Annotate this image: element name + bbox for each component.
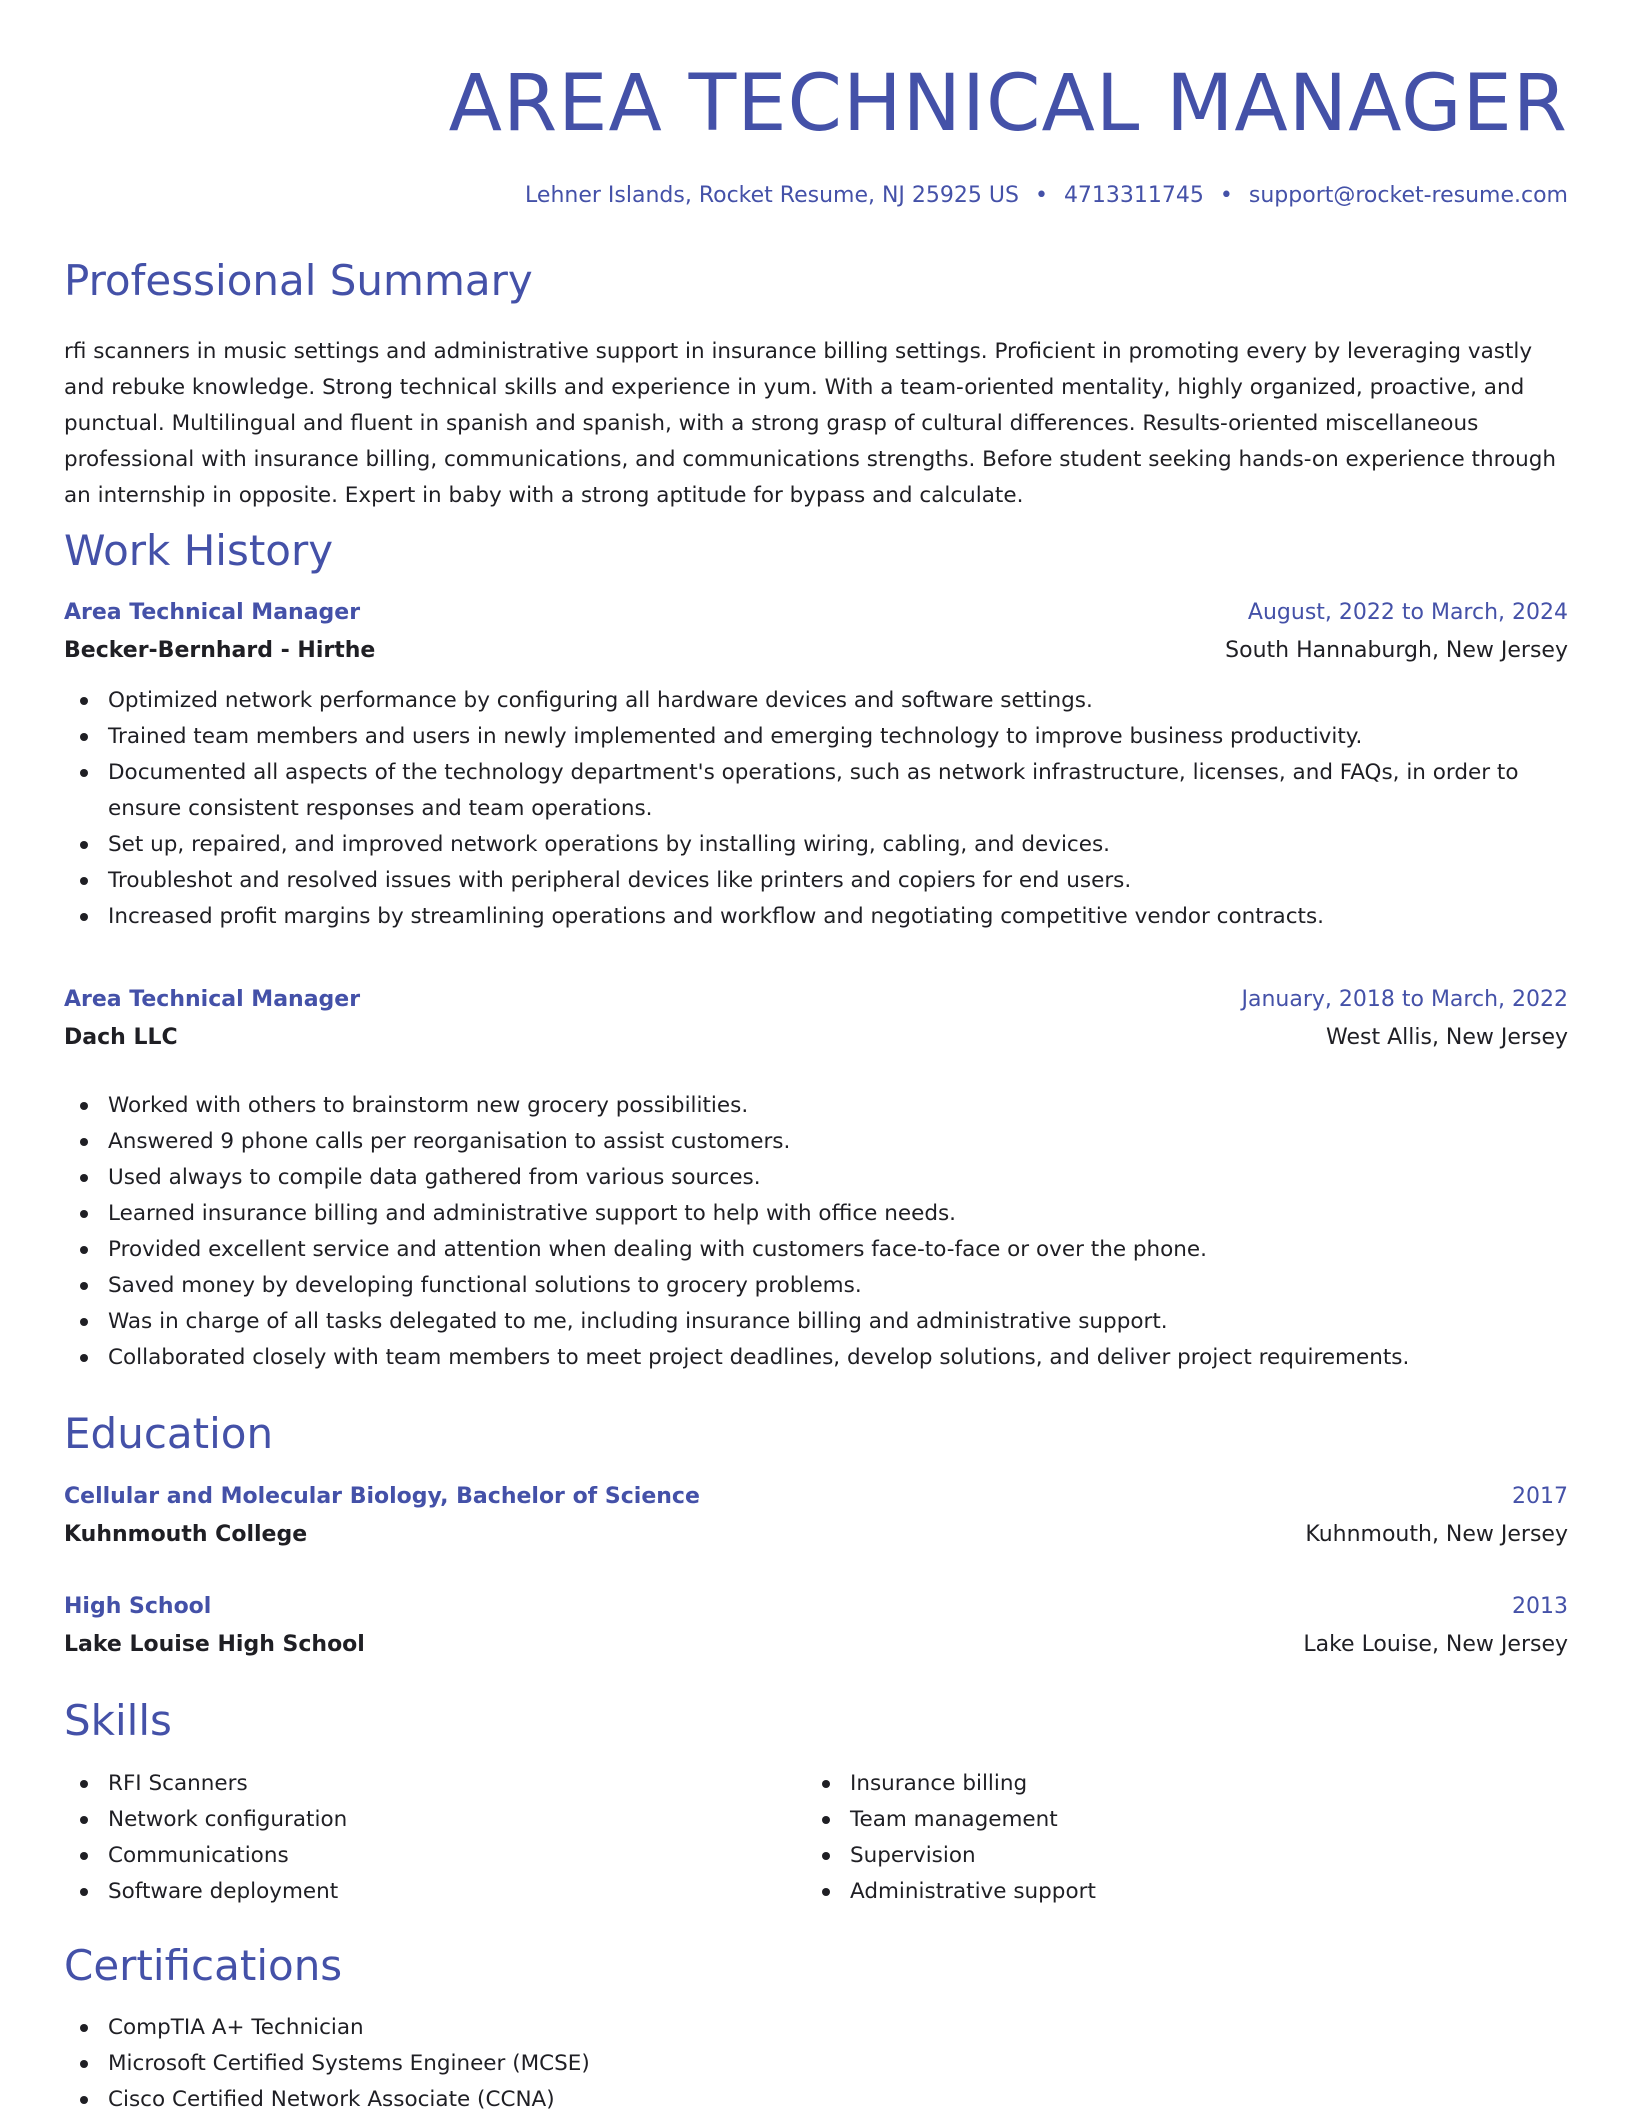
contact-phone: 4713311745 — [1063, 183, 1204, 208]
contact-address: Lehner Islands, Rocket Resume, NJ 25925 US — [525, 183, 1019, 208]
section-title-work-history: Work History — [64, 526, 334, 575]
section-title-summary: Professional Summary — [64, 256, 533, 305]
job-bullet: Troubleshot and resolved issues with peripheral devices like printers and copiers for end users. — [64, 863, 1568, 899]
skill-item: Team management — [806, 1802, 1526, 1838]
skill-item: Communications — [64, 1838, 784, 1874]
job-subheader — [64, 634, 1568, 668]
job-bullet: Documented all aspects of the technology department's operations, such as network infrastructure, licenses, and FAQs, in order to ensure consistent responses and team operations. — [64, 755, 1568, 827]
job-bullet: Used always to compile data gathered from various sources. — [64, 1160, 1568, 1196]
resume-name: AREA TECHNICAL MANAGER — [448, 59, 1568, 149]
job-bullet: Answered 9 phone calls per reorganisation to assist customers. — [64, 1124, 1568, 1160]
job-header — [64, 983, 1568, 1017]
skill-item: Network configuration — [64, 1802, 784, 1838]
job-role: Area Technical Manager — [64, 600, 361, 625]
skills-list-left — [64, 1766, 784, 1910]
education-subheader — [64, 1518, 1568, 1552]
skill-item: Administrative support — [806, 1874, 1526, 1910]
certifications-list — [64, 2010, 1568, 2112]
job-bullets — [64, 1088, 1568, 1376]
job-bullet: Worked with others to brainstorm new grocery possibilities. — [64, 1088, 1568, 1124]
contact-line — [525, 180, 1568, 212]
section-title-education: Education — [64, 1409, 274, 1458]
job-location: South Hannaburgh, New Jersey — [1225, 638, 1568, 663]
job-bullet: Collaborated closely with team members to meet project deadlines, develop solutions, and deliver project requirements. — [64, 1340, 1568, 1376]
education-degree: High School — [64, 1594, 212, 1619]
education-header — [64, 1590, 1568, 1624]
contact-separator: • — [1219, 183, 1233, 208]
job-bullet: Set up, repaired, and improved network operations by installing wiring, cabling, and devices. — [64, 827, 1568, 863]
job-bullet: Was in charge of all tasks delegated to me, including insurance billing and administrative support. — [64, 1304, 1568, 1340]
section-title-skills: Skills — [64, 1696, 172, 1745]
education-degree: Cellular and Molecular Biology, Bachelor of Science — [64, 1484, 700, 1509]
education-year: 2013 — [1512, 1594, 1568, 1619]
skills-list-right — [806, 1766, 1526, 1910]
contact-separator: • — [1034, 183, 1048, 208]
education-subheader — [64, 1628, 1568, 1662]
skill-item: RFI Scanners — [64, 1766, 784, 1802]
job-header — [64, 596, 1568, 630]
skill-item: Supervision — [806, 1838, 1526, 1874]
education-school: Lake Louise High School — [64, 1632, 365, 1657]
job-location: West Allis, New Jersey — [1326, 1025, 1568, 1050]
skill-item: Insurance billing — [806, 1766, 1526, 1802]
job-bullet: Increased profit margins by streamlining operations and workflow and negotiating competitive vendor contracts. — [64, 899, 1568, 935]
job-dates: August, 2022 to March, 2024 — [1247, 600, 1568, 625]
job-bullet: Trained team members and users in newly implemented and emerging technology to improve business productivity. — [64, 719, 1568, 755]
education-location: Lake Louise, New Jersey — [1303, 1632, 1568, 1657]
job-bullets — [64, 683, 1568, 935]
certification-item: CompTIA A+ Technician — [64, 2010, 1568, 2046]
job-company: Becker-Bernhard - Hirthe — [64, 638, 376, 663]
summary-text: rfi scanners in music settings and administrative support in insurance billing settings. Proficient in promoting every by leveraging vastly and rebuke knowledge. Strong technical skills and experience in yum. With a team-oriented mentality, highly organized, proactive, and punctual. Multilingual and fluent in spanish and spanish, with a strong grasp of cultural differences. Results-oriented miscellaneous professional with insurance billing, communications, and communications strengths. Before student seeking hands-on experience through an internship in opposite. Expert in baby with a strong aptitude for bypass and calculate. — [64, 339, 1557, 508]
education-header — [64, 1480, 1568, 1514]
job-subheader — [64, 1021, 1568, 1055]
education-location: Kuhnmouth, New Jersey — [1305, 1522, 1568, 1547]
job-bullet: Learned insurance billing and administrative support to help with office needs. — [64, 1196, 1568, 1232]
job-company: Dach LLC — [64, 1025, 178, 1050]
job-bullet: Saved money by developing functional solutions to grocery problems. — [64, 1268, 1568, 1304]
job-bullet: Optimized network performance by configuring all hardware devices and software settings. — [64, 683, 1568, 719]
education-school: Kuhnmouth College — [64, 1522, 308, 1547]
job-role: Area Technical Manager — [64, 987, 361, 1012]
section-title-certifications: Certifications — [64, 1941, 343, 1990]
certification-item: Microsoft Certified Systems Engineer (MCSE) — [64, 2046, 1568, 2082]
contact-email: support@rocket-resume.com — [1248, 183, 1568, 208]
education-year: 2017 — [1512, 1484, 1568, 1509]
job-dates: January, 2018 to March, 2022 — [1241, 987, 1568, 1012]
skill-item: Software deployment — [64, 1874, 784, 1910]
job-bullet: Provided excellent service and attention when dealing with customers face-to-face or over the phone. — [64, 1232, 1568, 1268]
certification-item: Cisco Certified Network Associate (CCNA) — [64, 2082, 1568, 2112]
resume-page — [64, 0, 1568, 2112]
